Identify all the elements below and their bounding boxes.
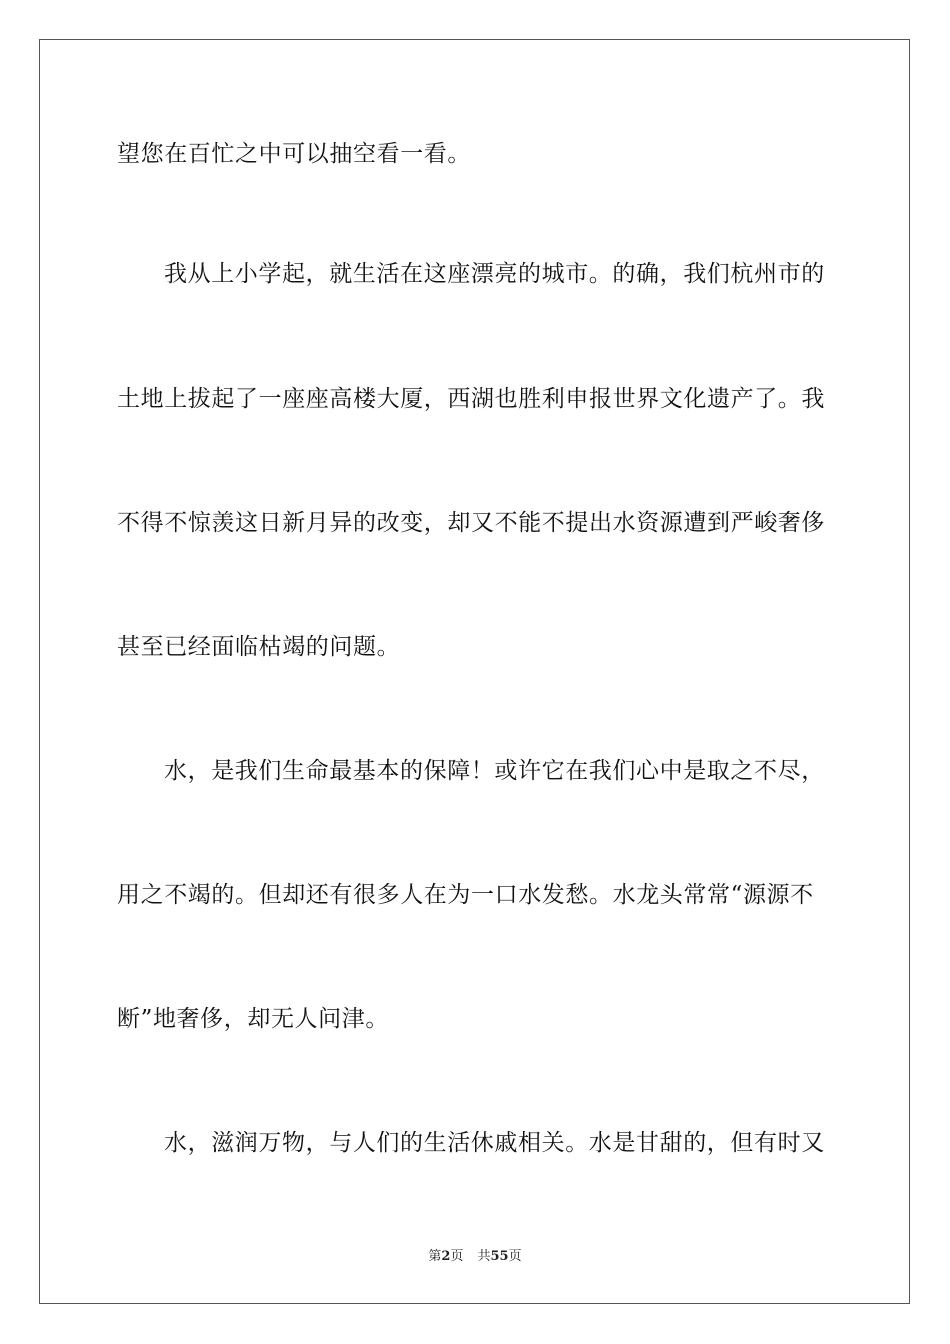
text-line: 断”地奢侈，却无人问津。	[117, 1006, 389, 1032]
page-footer	[0, 1248, 950, 1266]
text-line: 土地上拔起了一座座高楼大厦，西湖也胜利申报世界文化遗产了。我	[117, 386, 825, 412]
paragraph-start-line: 水，滋润万物，与人们的生活休戚相关。水是甘甜的，但有时又	[164, 1130, 825, 1156]
paragraph-start-line: 水，是我们生命最基本的保障！或许它在我们心中是取之不尽，	[164, 758, 825, 784]
page-frame	[39, 39, 910, 1304]
text-line: 望您在百忙之中可以抽空看一看。	[117, 141, 471, 167]
page-suffix: 页	[450, 1249, 464, 1264]
page-prefix: 第	[428, 1249, 442, 1264]
total-pages: 55	[490, 1249, 509, 1264]
total-suffix: 页	[508, 1249, 522, 1264]
text-line: 不得不惊羡这日新月异的改变，却又不能不提出水资源遭到严峻奢侈	[117, 510, 825, 536]
text-line: 甚至已经面临枯竭的问题。	[117, 634, 401, 660]
paragraph-start-line: 我从上小学起，就生活在这座漂亮的城市。的确，我们杭州市的	[164, 261, 825, 287]
total-prefix: 共	[477, 1249, 491, 1264]
text-line: 用之不竭的。但却还有很多人在为一口水发愁。水龙头常常“源源不	[117, 882, 814, 908]
page-number: 2	[441, 1249, 451, 1264]
